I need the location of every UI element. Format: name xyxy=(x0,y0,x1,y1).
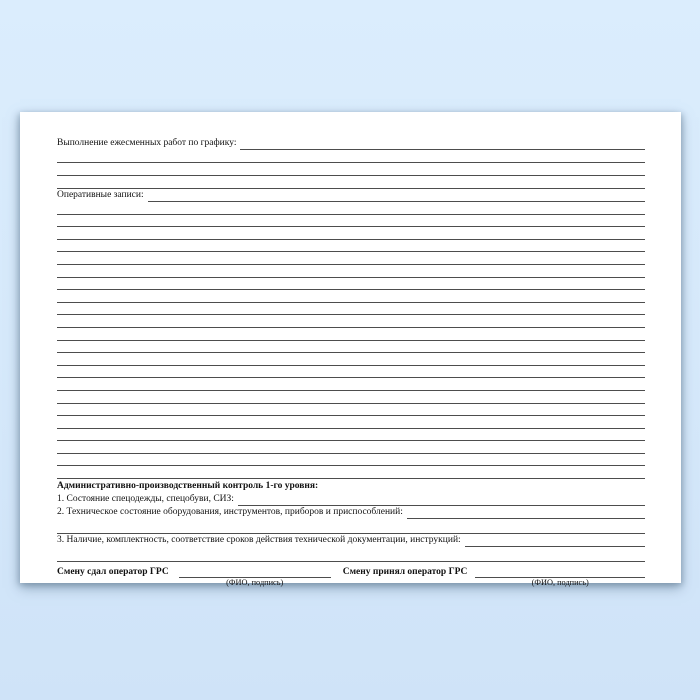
scheduled-work-writing-area[interactable] xyxy=(57,150,645,189)
shift-log-form-page xyxy=(20,112,681,587)
admin-control-item-3-continuation-line[interactable] xyxy=(57,547,645,562)
blank-rule-line xyxy=(57,391,645,404)
blank-rule-line xyxy=(57,353,645,366)
blank-rule-line xyxy=(57,265,645,278)
shift-handed-over-signature-blank[interactable] xyxy=(179,566,331,587)
scheduled-work-fill-blank[interactable] xyxy=(240,137,645,150)
admin-control-item-3-label: 3. Наличие, комплектность, соответствие сроков действия технической документации, инструкций: xyxy=(57,534,461,545)
blank-rule-line xyxy=(57,366,645,379)
blank-rule-line xyxy=(57,163,645,176)
operational-notes-fill-blank[interactable] xyxy=(148,189,645,202)
blank-rule-line xyxy=(57,240,645,253)
admin-control-heading: Административно-производственный контроль 1-го уровня: xyxy=(57,481,319,492)
admin-control-item-2-continuation-line[interactable] xyxy=(57,519,645,534)
blank-rule-line xyxy=(57,441,645,454)
blank-rule-line xyxy=(57,315,645,328)
blank-rule-line xyxy=(57,252,645,265)
shift-handed-over-label: Смену сдал оператор ГРС xyxy=(57,566,169,577)
admin-control-item-1-label: 1. Состояние спецодежды, спецобуви, СИЗ: xyxy=(57,493,234,504)
blank-rule-line xyxy=(57,328,645,341)
scheduled-work-row xyxy=(57,137,645,150)
blank-rule-line xyxy=(57,466,645,479)
operational-notes-writing-area[interactable] xyxy=(57,202,645,479)
blank-rule-line xyxy=(57,215,645,228)
signature-caption-accepted: (ФИО, подпись) xyxy=(531,577,589,587)
admin-control-item-2 xyxy=(57,506,645,519)
admin-control-item-1-blank[interactable] xyxy=(238,493,645,506)
operational-notes-label: Оперативные записи: xyxy=(57,190,144,200)
blank-rule-line xyxy=(57,378,645,391)
shift-accepted-signature-blank[interactable] xyxy=(475,566,645,587)
blank-rule-line xyxy=(57,303,645,316)
signature-row xyxy=(57,566,645,587)
blank-rule-line xyxy=(57,202,645,215)
operational-notes-row xyxy=(57,189,645,202)
admin-control-item-2-label: 2. Техническое состояние оборудования, инструментов, приборов и приспособлений: xyxy=(57,506,403,517)
admin-control-item-2-blank[interactable] xyxy=(407,506,645,519)
admin-control-item-3-blank[interactable] xyxy=(465,534,645,547)
blank-rule-line xyxy=(57,176,645,189)
blank-rule-line xyxy=(57,341,645,354)
blank-rule-line xyxy=(57,454,645,467)
shift-accepted-label: Смену принял оператор ГРС xyxy=(342,566,468,577)
blank-rule-line xyxy=(57,404,645,417)
blank-rule-line xyxy=(57,429,645,442)
blank-rule-line xyxy=(57,290,645,303)
admin-control-item-3 xyxy=(57,534,645,547)
blank-rule-line xyxy=(57,227,645,240)
scheduled-work-label: Выполнение ежесменных работ по графику: xyxy=(57,138,237,148)
blank-rule-line xyxy=(57,278,645,291)
blank-rule-line xyxy=(57,150,645,163)
admin-control-item-1 xyxy=(57,493,645,506)
blank-rule-line xyxy=(57,416,645,429)
signature-caption-handed-over: (ФИО, подпись) xyxy=(226,577,284,587)
